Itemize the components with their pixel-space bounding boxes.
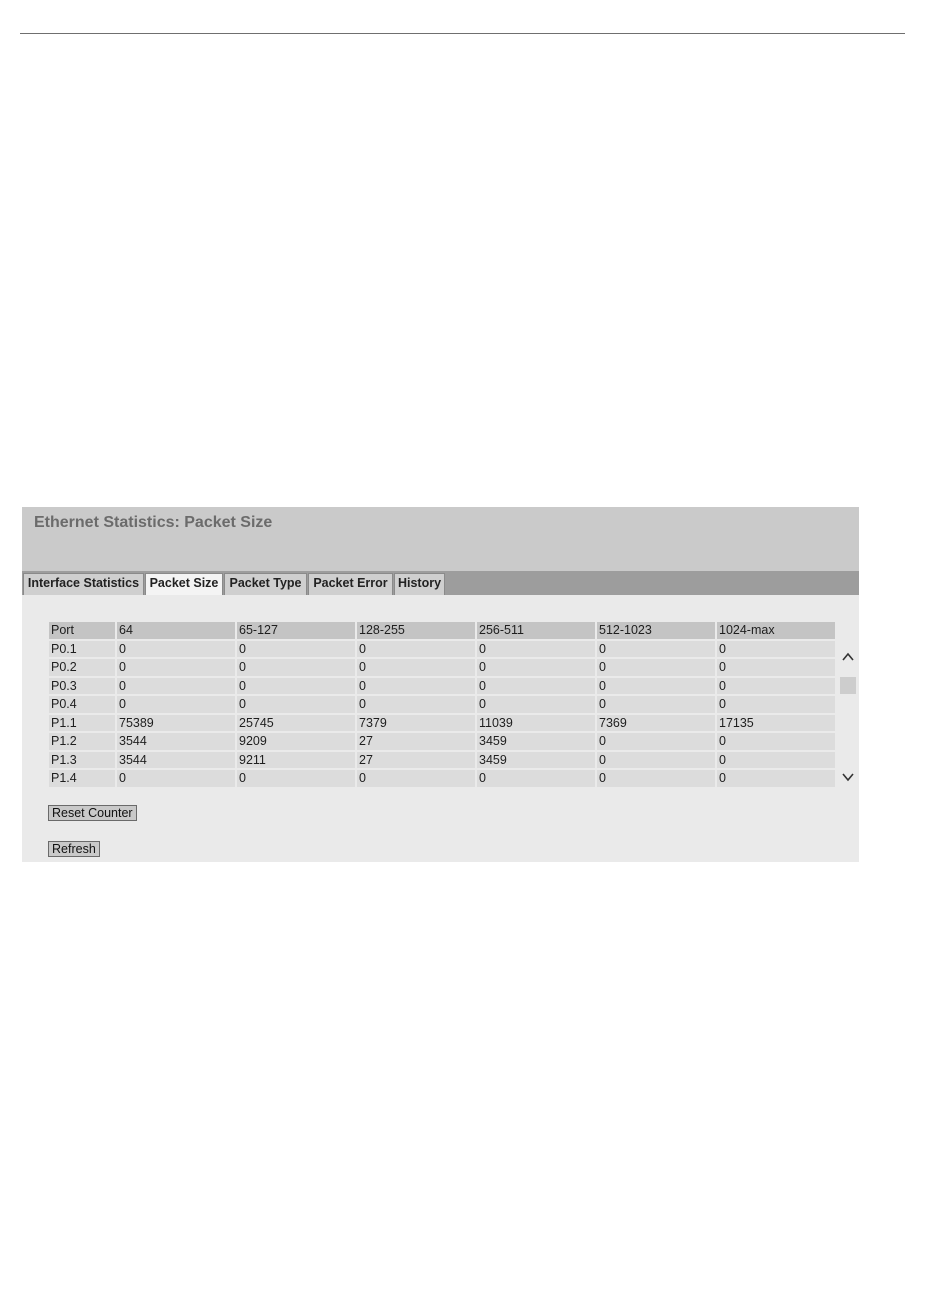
table-header-row — [49, 622, 835, 639]
table-cell: 0 — [597, 696, 715, 713]
table-cell: 0 — [717, 770, 835, 787]
table-row — [49, 641, 835, 658]
packet-size-table — [47, 620, 837, 789]
table-row — [49, 696, 835, 713]
page-title: Ethernet Statistics: Packet Size — [34, 514, 273, 531]
table-row — [49, 678, 835, 695]
table-cell: 0 — [477, 641, 595, 658]
column-header-65-127: 65-127 — [237, 622, 355, 639]
table-cell: 0 — [477, 770, 595, 787]
table-cell: 0 — [117, 641, 235, 658]
table-row — [49, 752, 835, 769]
tab-packet-size[interactable]: Packet Size — [145, 573, 223, 596]
table-cell: 0 — [237, 696, 355, 713]
table-cell: 3544 — [117, 733, 235, 750]
table-cell: 0 — [597, 770, 715, 787]
table-cell: 27 — [357, 752, 475, 769]
table-cell: 7369 — [597, 715, 715, 732]
table-cell: 0 — [357, 770, 475, 787]
table-cell: 7379 — [357, 715, 475, 732]
page-header-rule — [20, 33, 905, 34]
table-cell: 0 — [237, 678, 355, 695]
port-cell: P0.4 — [49, 696, 115, 713]
port-cell: P1.4 — [49, 770, 115, 787]
table-cell: 0 — [357, 678, 475, 695]
table-cell: 0 — [597, 678, 715, 695]
port-cell: P1.1 — [49, 715, 115, 732]
table-cell: 0 — [357, 696, 475, 713]
tab-strip — [22, 571, 859, 595]
table-cell: 0 — [357, 659, 475, 676]
title-bar — [22, 507, 859, 571]
table-cell: 0 — [357, 641, 475, 658]
port-cell: P0.1 — [49, 641, 115, 658]
table-cell: 75389 — [117, 715, 235, 732]
table-cell: 0 — [237, 641, 355, 658]
port-cell: P1.3 — [49, 752, 115, 769]
table-row — [49, 715, 835, 732]
column-header-64: 64 — [117, 622, 235, 639]
scrollbar-thumb[interactable] — [840, 677, 856, 694]
column-header-256-511: 256-511 — [477, 622, 595, 639]
column-header-512-1023: 512-1023 — [597, 622, 715, 639]
table-cell: 3544 — [117, 752, 235, 769]
table-cell: 0 — [237, 659, 355, 676]
column-header-1024-max: 1024-max — [717, 622, 835, 639]
port-cell: P1.2 — [49, 733, 115, 750]
table-cell: 0 — [117, 659, 235, 676]
table-cell: 0 — [477, 696, 595, 713]
table-scrollbar[interactable] — [839, 650, 857, 790]
tab-packet-error[interactable]: Packet Error — [308, 573, 393, 595]
tab-interface-statistics[interactable]: Interface Statistics — [23, 573, 144, 595]
chevron-down-icon[interactable] — [839, 770, 857, 786]
table-cell: 0 — [717, 752, 835, 769]
table-cell: 0 — [717, 696, 835, 713]
table-row — [49, 659, 835, 676]
table-cell: 0 — [477, 678, 595, 695]
table-cell: 25745 — [237, 715, 355, 732]
table-cell: 17135 — [717, 715, 835, 732]
refresh-button[interactable]: Refresh — [48, 841, 100, 857]
tab-packet-type[interactable]: Packet Type — [224, 573, 307, 595]
table-row — [49, 733, 835, 750]
port-cell: P0.2 — [49, 659, 115, 676]
table-cell: 0 — [597, 659, 715, 676]
table-cell: 0 — [117, 770, 235, 787]
table-cell: 27 — [357, 733, 475, 750]
tab-history[interactable]: History — [394, 573, 445, 595]
table-cell: 0 — [717, 733, 835, 750]
tab-content — [22, 595, 859, 862]
table-cell: 0 — [717, 678, 835, 695]
table-row — [49, 770, 835, 787]
table-cell: 0 — [117, 696, 235, 713]
column-header-128-255: 128-255 — [357, 622, 475, 639]
table-cell: 3459 — [477, 733, 595, 750]
column-header-port: Port — [49, 622, 115, 639]
table-cell: 9209 — [237, 733, 355, 750]
table-cell: 0 — [117, 678, 235, 695]
table-cell: 0 — [717, 641, 835, 658]
port-cell: P0.3 — [49, 678, 115, 695]
ethernet-statistics-panel — [22, 507, 859, 862]
chevron-up-icon[interactable] — [839, 650, 857, 666]
table-cell: 0 — [237, 770, 355, 787]
table-cell: 3459 — [477, 752, 595, 769]
table-cell: 0 — [477, 659, 595, 676]
table-cell: 9211 — [237, 752, 355, 769]
table-cell: 0 — [597, 641, 715, 658]
reset-counter-button[interactable]: Reset Counter — [48, 805, 137, 821]
table-cell: 0 — [597, 752, 715, 769]
table-cell: 0 — [717, 659, 835, 676]
table-cell: 11039 — [477, 715, 595, 732]
table-cell: 0 — [597, 733, 715, 750]
